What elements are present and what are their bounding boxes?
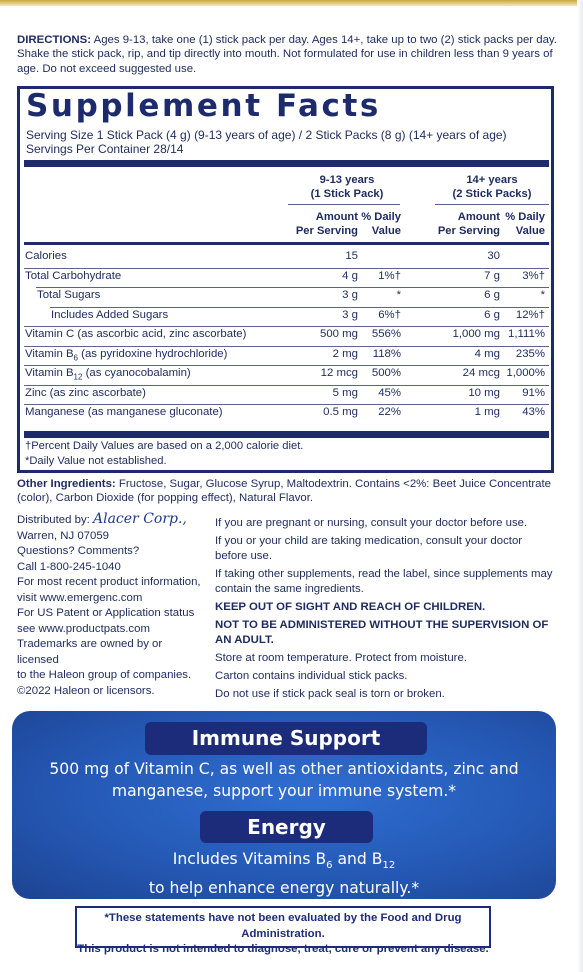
nutrient-name [37,289,100,303]
supplement-facts-panel [17,86,554,473]
warning-item: If you or your child are taking medication, consult your doctor before use. [215,534,523,563]
other-ingredients-label: Other Ingredients: [17,478,116,490]
col-amount-1-l2: Per Serving [295,225,358,237]
dv-14-plus: * [540,289,545,301]
distributor-info [17,512,207,699]
dv-9-13: 45% [378,386,401,399]
other-ingredients-text: Fructose, Sugar, Glucose Syrup, Maltodextrin. Contains <2%: Beet Juice Concentrate (color), Carbon Dioxide (for popping effect), Natural Flavor. [17,478,552,505]
col-dv-2 [505,210,545,238]
col-amount-1 [296,210,358,238]
nutrient-name-sub: 12 [73,372,83,382]
row-divider [24,385,549,386]
nutrient-name-text: Vitamin C (as ascorbic acid, zinc ascorbate) [25,328,247,340]
col-dv-1-l1: % Daily [361,211,401,223]
group-header-9-13 [292,173,402,201]
divider-thick [24,160,549,167]
warning-item: Do not use if stick pack seal is torn or broken. [215,687,445,700]
col-amount-1-l1: Amount [315,211,358,223]
amount-14-plus: 24 mcg [462,367,500,379]
dv-14-plus: 43% [522,406,545,418]
warning-item: NOT TO BE ADMINISTERED WITHOUT THE SUPERVISION OF AN ADULT. [215,619,549,647]
immune-support-heading: Immune Support [145,722,427,755]
group2-line2: (2 Stick Packs) [452,188,532,200]
distributor-line [17,512,207,529]
amount-14-plus: 10 mg [468,386,500,399]
col-dv-1-l2: Value [371,225,401,237]
nutrient-name [25,387,146,401]
nutrient-name-tail: (as pyridoxine hydrochloride) [78,347,228,360]
directions-text [17,33,557,76]
distributor-info-line: Call 1-800-245-1040 [17,560,121,573]
dv-9-13: 118% [372,347,401,360]
dv-9-13: 1%† [378,269,401,282]
nutrient-name-text: Zinc (as zinc ascorbate) [25,386,146,399]
amount-14-plus: 6 g [484,308,500,321]
nutrient-name-text: Includes Added Sugars [51,308,169,321]
divider-medium [24,242,549,245]
amount-9-13: 500 mg [320,328,358,340]
group-header-14-plus [437,173,547,201]
nutrient-name-text: Calories [25,250,67,262]
warning-item: Store at room temperature. Protect from moisture. [215,652,467,665]
distributor-info-line: For US Patent or Application status [17,607,195,619]
amount-9-13: 12 mcg [320,367,358,379]
dv-9-13: 556% [371,328,401,340]
col-dv-2-l1: % Daily [505,211,545,223]
amount-14-plus: 4 mg [474,347,500,360]
nutrient-name [25,328,246,342]
nutrient-name [51,309,168,323]
amount-9-13: 2 mg [332,347,358,360]
nutrient-name-text: Total Sugars [37,289,101,301]
row-divider [50,307,549,308]
group1-line1: 9-13 years [319,174,375,186]
distributor-info-line: Trademarks are owned by or licensed [17,638,163,666]
row-divider [24,346,549,347]
immune-support-text: 500 mg of Vitamin C, as well as other antioxidants, zinc and manganese, support your immune system.* [49,760,519,800]
warning-item: KEEP OUT OF SIGHT AND REACH OF CHILDREN. [215,601,486,614]
energy-mid: and B [332,850,383,868]
energy-heading: Energy [200,811,373,843]
serving-info [26,128,507,156]
distributor-info-line: visit www.emergenc.com [17,591,143,604]
amount-9-13: 3 g [342,308,358,321]
directions-body: Ages 9-13, take one (1) stick pack per day. Ages 14+, take up to two (2) stick packs per day. Shake the stick pack, rip, and tip directly into mouth. Not formulated for use in children less than 9 years of age. Do not exceed suggested use. [17,34,557,75]
distributor-info-line: to the Haleon group of companies. [17,669,192,681]
row-divider [24,404,549,405]
group1-underline [288,204,400,205]
nutrient-name-text: Vitamin B [25,347,74,360]
nutrient-name-text: Total Carbohydrate [25,269,122,282]
amount-9-13: 5 mg [332,386,358,399]
distributor-info-line: ©2022 Haleon or licensors. [17,684,155,697]
distributor-info-line: For most recent product information, [17,576,201,588]
energy-post: to help enhance energy naturally.* [148,879,420,898]
dv-14-plus: 1,000% [506,367,545,379]
carton-top-edge [0,0,583,6]
energy-pre: Includes Vitamins B [172,850,327,868]
row-divider [24,326,549,327]
disclaimer-line2: This product is not intended to diagnose, treat, cure or prevent any disease. [77,943,489,955]
nutrient-name [25,270,121,284]
amount-9-13: 3 g [342,289,358,301]
dv-14-plus: 12%† [515,308,545,321]
group2-underline [435,204,549,205]
group2-line1: 14+ years [466,174,518,186]
dv-9-13: 6%† [378,308,401,321]
nutrient-name-sub: 6 [73,352,78,362]
distributor-info-line: Warren, NJ 07059 [17,529,110,542]
amount-14-plus: 6 g [484,289,500,301]
nutrient-name-tail: (as cyanocobalamin) [82,367,191,379]
dv-9-13: 500% [371,367,401,379]
divider-thick-bottom [24,431,549,438]
col-dv-2-l2: Value [515,225,545,237]
row-divider [36,287,549,288]
nutrient-name [25,367,191,381]
footnote-percent-dv: †Percent Daily Values are based on a 2,000 calorie diet. [25,440,304,452]
dv-14-plus: 1,111% [508,328,545,340]
distributed-by-label: Distributed by: [17,514,90,526]
other-ingredients [17,477,557,505]
warning-item: If you are pregnant or nursing, consult your doctor before use. [215,517,528,529]
dv-9-13: * [396,289,401,301]
distributor-lines [17,529,207,700]
nutrient-name [25,348,227,362]
carton-right-edge [577,0,583,972]
dv-9-13: 22% [378,406,401,418]
distributor-info-line: see www.productpats.com [17,622,150,635]
energy-text [16,848,552,899]
warning-item: Carton contains individual stick packs. [215,670,408,682]
nutrient-name-text: Manganese (as manganese gluconate) [25,406,223,418]
col-dv-1 [361,210,401,238]
footnote-dv-not-established: *Daily Value not established. [25,455,167,467]
energy-sub2: 12 [382,860,396,872]
servings-per-container: Servings Per Container 28/14 [26,142,184,156]
fda-disclaimer [75,906,491,955]
nutrient-name [25,406,223,420]
col-amount-2-l2: Per Serving [437,225,500,237]
dv-14-plus: 235% [515,347,545,360]
nutrient-name-text: Vitamin B [25,367,74,379]
dv-14-plus: 3%† [522,269,545,282]
row-divider [24,365,549,366]
dv-14-plus: 91% [522,386,545,399]
alacer-logo: Alacer Corp., [92,511,187,527]
warnings-list [215,516,555,705]
disclaimer-line1: *These statements have not been evaluated by the Food and Drug Administration. [104,912,462,940]
serving-size: Serving Size 1 Stick Pack (4 g) (9-13 years of age) / 2 Stick Packs (8 g) (14+ years of age) [26,128,507,142]
nutrient-name [25,250,67,264]
supplement-facts-title: Supplement Facts [26,88,381,124]
amount-9-13: 15 [345,250,358,262]
col-amount-2 [438,210,500,238]
distributor-info-line: Questions? Comments? [17,545,140,557]
benefits-panel [12,711,556,899]
directions-label: DIRECTIONS: [17,34,92,46]
warning-item: If taking other supplements, read the label, since supplements may contain the same ingredients. [215,568,553,596]
row-divider [24,268,549,269]
amount-14-plus: 1,000 mg [452,328,500,340]
col-amount-2-l1: Amount [457,211,500,223]
group1-line2: (1 Stick Pack) [310,188,384,200]
amount-9-13: 4 g [342,269,358,282]
amount-9-13: 0.5 mg [323,406,358,418]
energy-sub1: 6 [326,860,333,872]
amount-14-plus: 7 g [484,269,500,282]
amount-14-plus: 30 [487,250,500,262]
amount-14-plus: 1 mg [474,406,500,418]
